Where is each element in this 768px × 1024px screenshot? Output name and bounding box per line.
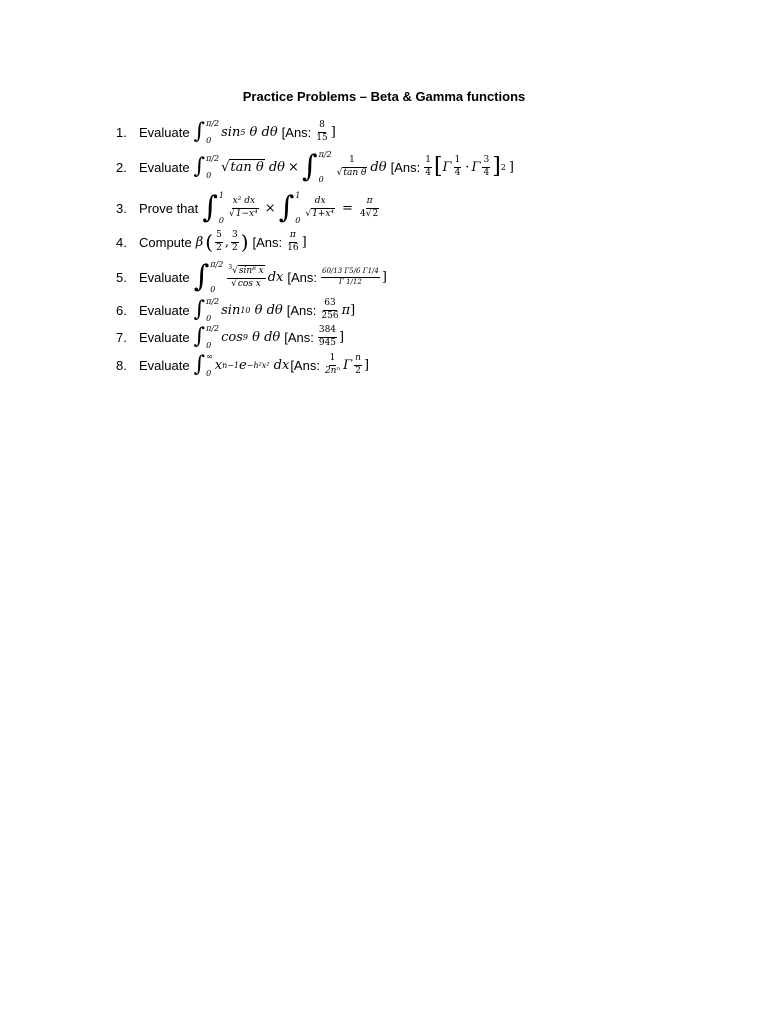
math-expression: ∫ π/2 0 sin 10 θ dθ [Ans: $\frac{63}{256}$ π ] <box>193 297 356 323</box>
problem-verb: Evaluate <box>139 124 190 140</box>
integral: ∫ π/2 0 <box>193 259 224 294</box>
integral: ∫ π/2 0 <box>193 324 220 350</box>
math-expression: ∫ π/2 0 √ tan θ dθ × ∫ π/2 0 $\frac{1}{\text{√tan θ}}$ dθ [Ans: $\frac{1}{4}$ [ Γ $\frac{1}{4}$ · Γ $\frac{3}{4}$ ] 2 ] <box>193 149 514 184</box>
problem-number: 3. <box>116 200 127 216</box>
problem-8 <box>116 350 369 380</box>
problem-4 <box>116 227 307 257</box>
answer-label: [Ans: <box>286 302 317 318</box>
problem-number: 6. <box>116 302 127 318</box>
problem-number: 8. <box>116 357 127 373</box>
integral: ∫ π/2 0 <box>193 119 220 145</box>
math-expression: ∫ π/2 0 $\frac{^3√\sin^8 x}{\text{√cos x}}$ dx [Ans: $\frac{60/13 \Gamma 5/6 \Gamma 1/4}{\Gamma 1/12}$ ] <box>193 259 387 294</box>
math-expression: ∫ 1 0 $\frac{\text{x² dx}}{\text{√1−x⁴}}$ × ∫ 1 0 $\frac{dx}{\text{√1+x⁴}}$ = $\frac{\pi}{4√2}$ <box>202 190 379 225</box>
problem-verb: Evaluate <box>139 357 190 373</box>
answer-label: [Ans: <box>252 234 283 250</box>
math-expression: ∫ π/2 0 sin 5 θ dθ [Ans: $\frac{8}{15}$ ] <box>193 119 336 145</box>
answer-label: [Ans: <box>390 159 421 175</box>
integral: ∫ 1 0 <box>278 190 301 225</box>
integral: ∫ ∞ 0 <box>193 352 213 378</box>
problem-number: 7. <box>116 329 127 345</box>
problem-5 <box>116 259 387 294</box>
problem-verb: Evaluate <box>139 269 190 285</box>
integral: ∫ π/2 0 <box>193 297 220 323</box>
answer-label: [Ans: <box>287 269 317 285</box>
math-expression: β ( $\frac{5}{2}$ , $\frac{3}{2}$ ) [Ans: $\frac{\pi}{16}$ ] <box>195 230 307 254</box>
math-expression: ∫ ∞ 0 x n−1 e −h²x² dx [Ans: $\frac{1}{\text{2nⁿ}}$ Γ $\frac{n}{2}$ ] <box>193 352 370 378</box>
problem-number: 5. <box>116 269 127 285</box>
problem-verb: Prove that <box>139 200 199 216</box>
page-title: Practice Problems – Beta & Gamma functions <box>242 89 526 104</box>
problem-verb: Evaluate <box>139 159 190 175</box>
problem-verb: Evaluate <box>139 329 190 345</box>
problem-number: 2. <box>116 159 127 175</box>
answer-label: [Ans: <box>284 329 314 345</box>
answer-label: [Ans: <box>290 357 320 373</box>
problem-verb: Evaluate <box>139 302 190 318</box>
problem-verb: Compute <box>139 234 192 250</box>
problem-number: 4. <box>116 234 127 250</box>
integral: ∫ π/2 0 <box>301 149 332 184</box>
integral: ∫ π/2 0 <box>193 154 220 180</box>
answer-fraction: $\frac{8}{15}$ <box>316 120 328 143</box>
math-expression: ∫ π/2 0 cos 9 θ dθ [Ans: $\frac{384}{945}$ ] <box>193 324 345 350</box>
problem-1 <box>116 117 336 147</box>
problem-3 <box>116 190 382 225</box>
answer-label: [Ans: <box>281 124 312 140</box>
answer-fraction: $\frac{60/13 \Gamma 5/6 \Gamma 1/4}{\Gamma 1/12}$ <box>321 267 379 286</box>
integral: ∫ 1 0 <box>202 190 224 225</box>
problem-2 <box>116 149 514 184</box>
problem-7 <box>116 322 344 352</box>
problem-6 <box>116 295 355 325</box>
problem-number: 1. <box>116 124 127 140</box>
